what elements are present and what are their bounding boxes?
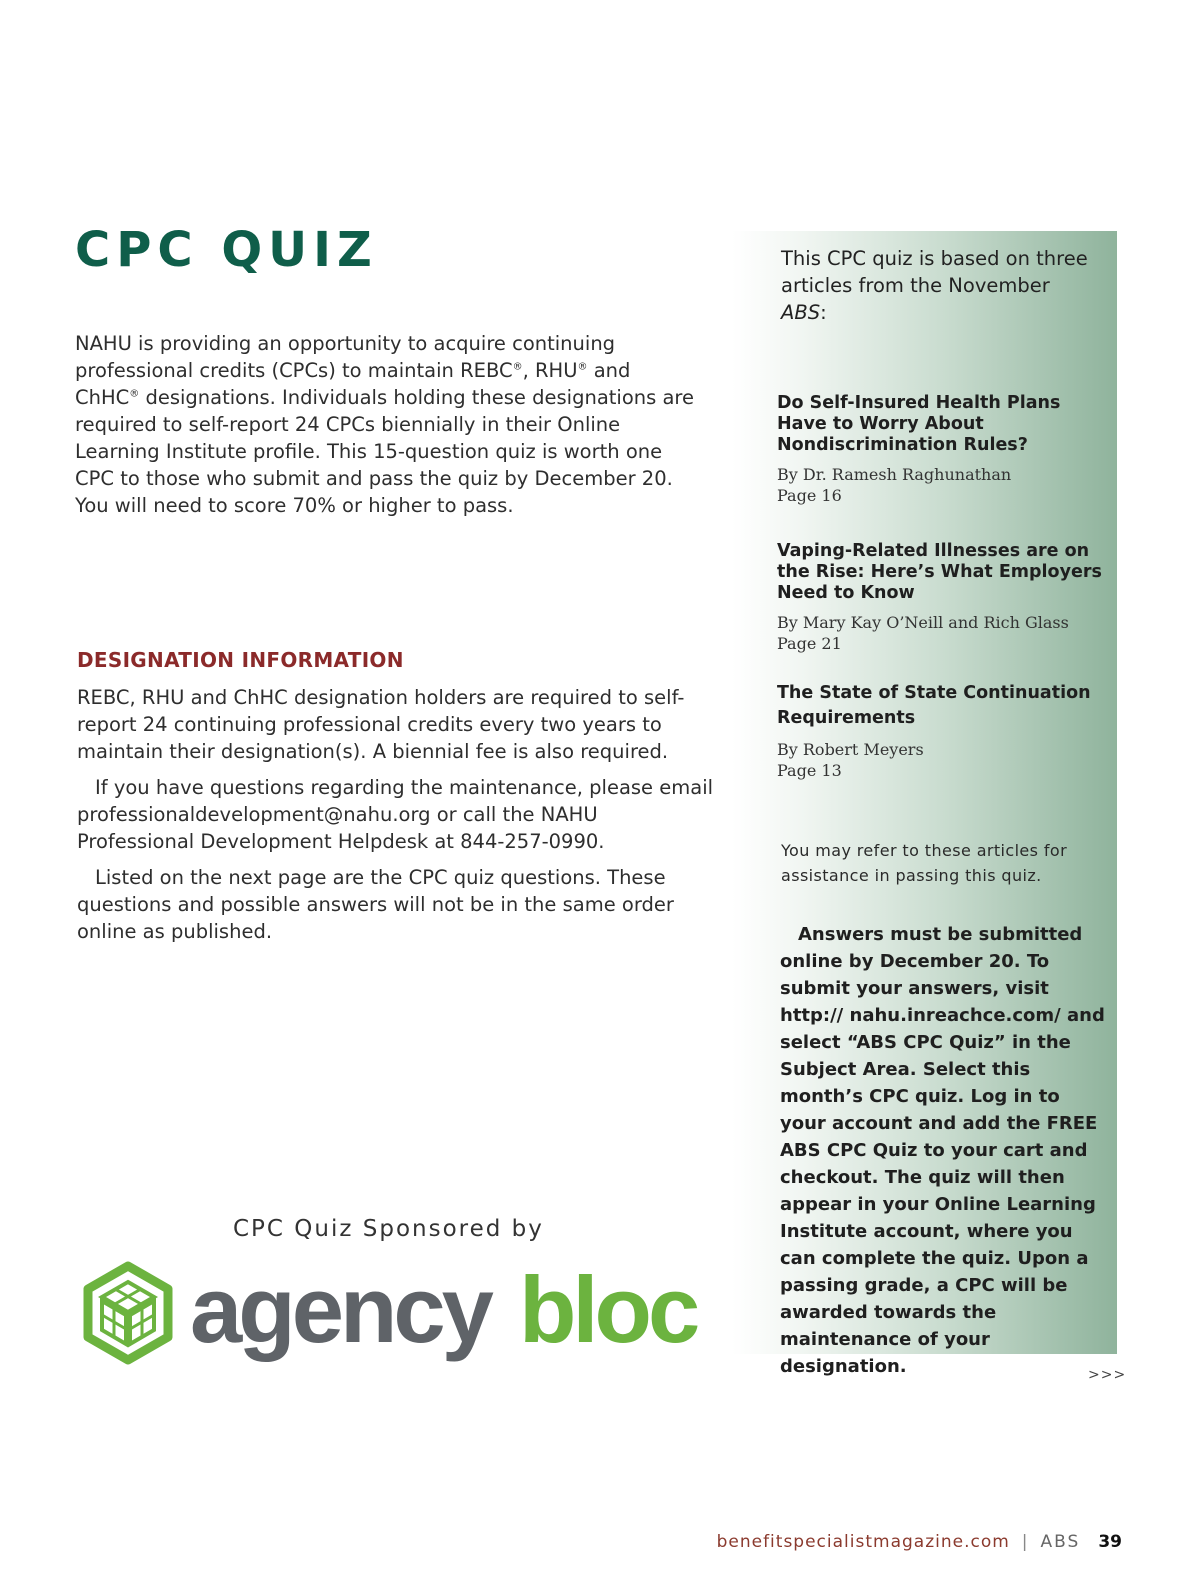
- article-title: The State of State Continuation Requirements: [777, 683, 1091, 728]
- logo-word-agency: agency: [190, 1260, 490, 1362]
- article-item: [777, 541, 1107, 654]
- sponsor-label: CPC Quiz Sponsored by: [233, 1216, 544, 1242]
- sidebar-intro-text: This CPC quiz is based on three articles from the November: [781, 247, 1088, 297]
- intro-paragraph: NAHU is providing an opportunity to acquire continuing professional credits (CPCs) to maintain REBC®, RHU® and ChHC® designations. Individuals holding these designations are required to self-report 24 CPCs biennially in their Online Learning Institute profile. This 15-question quiz is worth one CPC to those who submit and pass the quiz by December 20. You will need to score 70% or higher to pass.: [75, 332, 695, 517]
- agencybloc-cube-icon: [76, 1260, 716, 1370]
- page-title: CPC QUIZ: [75, 222, 378, 278]
- article-meta: [777, 612, 1107, 654]
- article-item: [777, 681, 1107, 781]
- agencybloc-logo: [76, 1260, 716, 1374]
- continued-marker: >>>: [1088, 1367, 1127, 1383]
- page-number: 39: [1098, 1532, 1122, 1552]
- sidebar-intro-colon: :: [820, 301, 827, 324]
- designation-next-page-paragraph: Listed on the next page are the CPC quiz questions. These questions and possible answers will not be in the same order online as published.: [77, 866, 674, 943]
- designation-paragraph: REBC, RHU and ChHC designation holders are required to self-report 24 continuing professional credits every two years to maintain their designation(s). A biennial fee is also required.: [77, 686, 685, 763]
- article-item: [777, 393, 1107, 506]
- submission-instructions: Answers must be submitted online by December 20. To submit your answers, visit http:// nahu.inreachce.com/ and select “ABS CPC Quiz” in the Subject Area. Select this month’s CPC quiz. Log in to your account and add the FREE ABS CPC Quiz to your cart and checkout. The quiz will then appear in your Online Learning Institute account, where you can complete the quiz. Upon a passing grade, a CPC will be awarded towards the maintenance of your designation.: [780, 924, 1105, 1377]
- article-author: By Mary Kay O’Neill and Rich Glass: [777, 613, 1069, 632]
- designation-heading: DESIGNATION INFORMATION: [77, 648, 404, 672]
- article-meta: [777, 464, 1107, 506]
- sidebar-intro: [781, 245, 1101, 326]
- article-meta: [777, 739, 1107, 781]
- article-page: Page 16: [777, 486, 842, 505]
- sidebar-intro-publication: ABS: [781, 301, 821, 324]
- designation-body: [77, 684, 717, 954]
- designation-contact-paragraph: If you have questions regarding the maintenance, please email professionaldevelopment@nahu.org or call the NAHU Professional Development Helpdesk at 844-257-0990.: [77, 776, 714, 853]
- article-author: By Dr. Ramesh Raghunathan: [777, 465, 1012, 484]
- footer-website: benefitspecialistmagazine.com: [716, 1532, 1010, 1552]
- article-title: Do Self-Insured Health Plans Have to Worry About Nondiscrimination Rules?: [777, 393, 1061, 455]
- article-page: Page 13: [777, 761, 842, 780]
- footer-separator: |: [1021, 1532, 1029, 1552]
- logo-word-bloc: bloc: [519, 1260, 697, 1362]
- article-page: Page 21: [777, 634, 842, 653]
- page-footer: [717, 1532, 1122, 1552]
- article-author: By Robert Meyers: [777, 740, 924, 759]
- article-title: Vaping-Related Illnesses are on the Rise: Here’s What Employers Need to Know: [777, 541, 1102, 603]
- footer-publication: ABS: [1040, 1532, 1081, 1552]
- sidebar-note: You may refer to these articles for assistance in passing this quiz.: [781, 841, 1068, 885]
